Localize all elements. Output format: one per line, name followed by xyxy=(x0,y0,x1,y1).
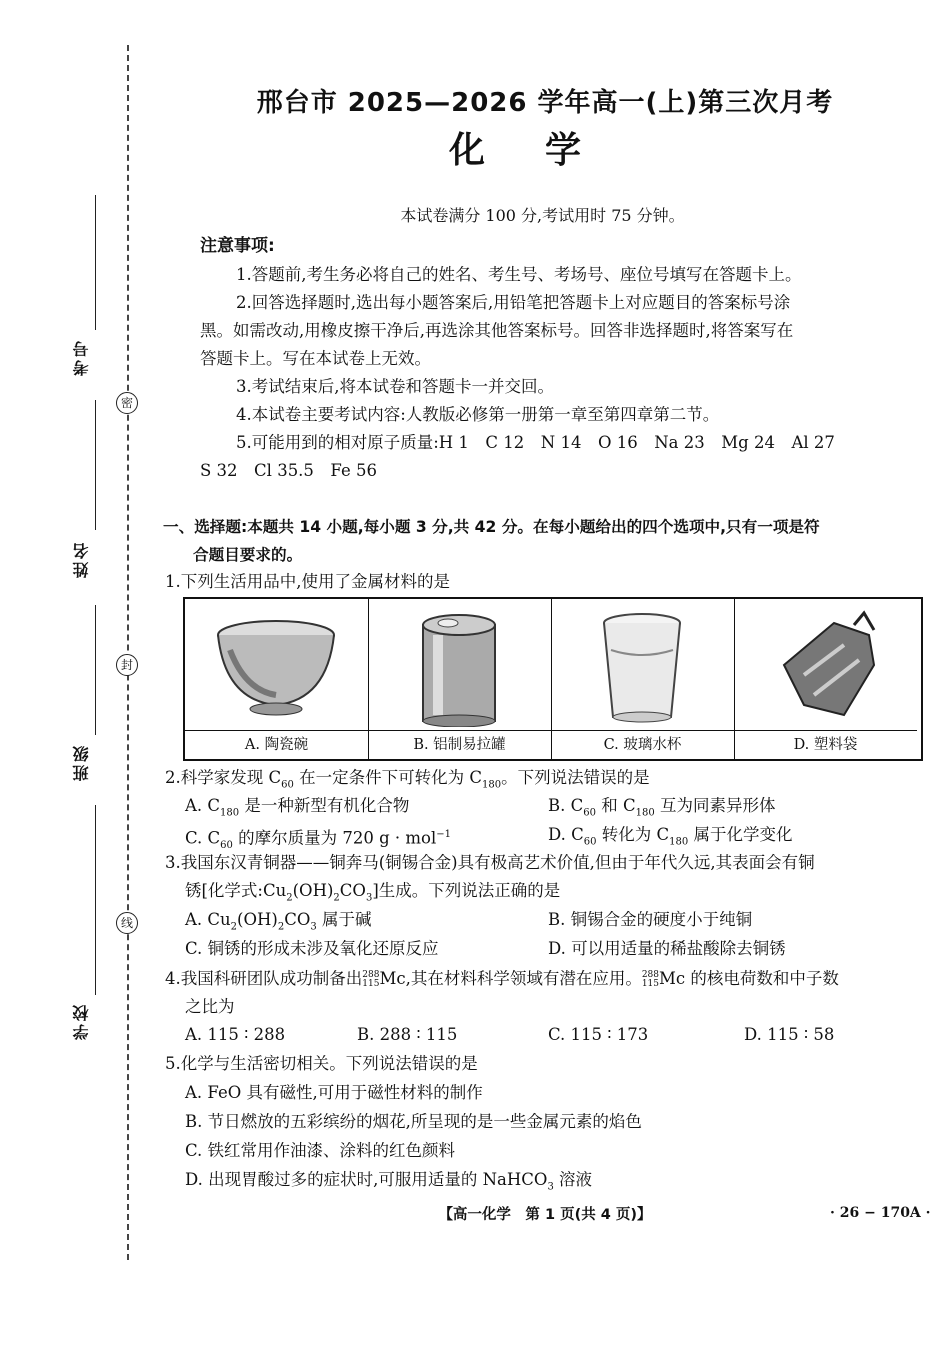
q1-option-c-cell[interactable] xyxy=(551,599,735,759)
q1-option-a: A. 陶瓷碗 xyxy=(185,730,368,759)
ceramic-bowl-image xyxy=(185,605,368,727)
q3-option-a[interactable]: A. $Cu_2(OH)_2CO_3$ 属于碱 xyxy=(185,910,372,933)
aluminum-can-image xyxy=(368,605,551,727)
q4-option-d[interactable]: D. 115 ∶ 58 xyxy=(744,1025,835,1044)
field-school-line[interactable] xyxy=(95,805,96,995)
q3-stem: 3.我国东汉青铜器——铜奔马(铜锡合金)具有极高艺术价值,但由于年代久远,其表面会有铜 xyxy=(165,853,815,872)
field-name-line[interactable] xyxy=(95,400,96,530)
q2-option-c[interactable]: C. $C_{60}$ 的摩尔质量为 720 g · mol$^{-1}$ xyxy=(185,828,452,851)
notice-item: 4.本试卷主要考试内容:人教版必修第一册第一章至第四章第二节。 xyxy=(236,405,720,424)
exam-code: · 26 − 170A · xyxy=(830,1205,931,1221)
q1-option-d-cell[interactable] xyxy=(734,599,917,759)
q1-option-b-cell[interactable] xyxy=(368,599,552,759)
notice-item: 3.考试结束后,将本试卷和答题卡一并交回。 xyxy=(236,377,554,396)
q1-stem: 1.下列生活用品中,使用了金属材料的是 xyxy=(165,572,450,591)
notice-item: 1.答题前,考生务必将自己的姓名、考生号、考场号、座位号填写在答题卡上。 xyxy=(236,265,802,284)
notice-heading: 注意事项: xyxy=(200,236,275,256)
glass-cup-image xyxy=(551,605,734,727)
q5-option-c[interactable]: C. 铁红常用作油漆、涂料的红色颜料 xyxy=(185,1141,456,1160)
q1-option-d: D. 塑料袋 xyxy=(734,730,917,759)
binding-dashed-line xyxy=(127,45,129,1260)
q4-stem: 4.我国科研团队成功制备出288 115Mc,其在材料科学领域有潜在应用。288 115Mc 的核电荷数和中子数 xyxy=(165,969,839,989)
notice-item: S 32 Cl 35.5 Fe 56 xyxy=(200,461,377,480)
label-class: 班级 xyxy=(72,743,91,781)
q2-stem: 2.科学家发现 $C_{60}$ 在一定条件下可转化为 $C_{180}$。下列说法错误的是 xyxy=(165,768,650,791)
q3-stem-cont: 锈[化学式$:Cu_2(OH)_2CO_3$]生成。下列说法正确的是 xyxy=(185,881,561,904)
notice-item: 5.可能用到的相对原子质量:H 1 C 12 N 14 O 16 Na 23 Mg 24 Al 27 xyxy=(236,433,835,452)
seal-feng: 封 xyxy=(116,654,138,676)
notice-item: 黑。如需改动,用橡皮擦干净后,再选涂其他答案标号。回答非选择题时,将答案写在 xyxy=(200,321,794,340)
seal-xian: 线 xyxy=(116,912,138,934)
q1-option-c: C. 玻璃水杯 xyxy=(551,730,734,759)
q1-image-table xyxy=(183,597,923,761)
q5-option-d[interactable]: D. 出现胃酸过多的症状时,可服用适量的 NaHCO$_3$ 溶液 xyxy=(185,1170,593,1193)
notice-item: 答题卡上。写在本试卷上无效。 xyxy=(200,349,431,368)
label-name: 姓名 xyxy=(72,540,91,578)
label-school: 学校 xyxy=(72,1002,91,1040)
q2-option-a[interactable]: A. $C_{180}$ 是一种新型有机化合物 xyxy=(185,796,410,819)
q4-stem-cont: 之比为 xyxy=(185,997,235,1016)
q5-stem: 5.化学与生活密切相关。下列说法错误的是 xyxy=(165,1054,478,1073)
exam-title: 邢台市 2025—2026 学年高一(上)第三次月考 xyxy=(256,88,834,118)
q4-option-c[interactable]: C. 115 ∶ 173 xyxy=(548,1025,649,1044)
q5-option-b[interactable]: B. 节日燃放的五彩缤纷的烟花,所呈现的是一些金属元素的焰色 xyxy=(185,1112,642,1131)
q5-option-a[interactable]: A. FeO 具有磁性,可用于磁性材料的制作 xyxy=(185,1083,483,1102)
section-heading-cont: 合题目要求的。 xyxy=(193,546,303,564)
q4-option-a[interactable]: A. 115 ∶ 288 xyxy=(185,1025,286,1044)
q2-option-d[interactable]: D. $C_{60}$ 转化为 $C_{180}$ 属于化学变化 xyxy=(548,825,793,848)
exam-info: 本试卷满分 100 分,考试用时 75 分钟。 xyxy=(400,206,685,225)
label-exam-number: 考号 xyxy=(72,338,91,376)
q1-option-a-cell[interactable] xyxy=(185,599,369,759)
q3-option-d[interactable]: D. 可以用适量的稀盐酸除去铜锈 xyxy=(548,939,786,958)
q4-option-b[interactable]: B. 288 ∶ 115 xyxy=(357,1025,458,1044)
subject-title: 化学 xyxy=(448,130,641,171)
q2-option-b[interactable]: B. $C_{60}$ 和 $C_{180}$ 互为同素异形体 xyxy=(548,796,776,819)
section-heading: 一、选择题:本题共 14 小题,每小题 3 分,共 42 分。在每小题给出的四个选项中,只有一项是符 xyxy=(163,518,820,536)
notice-item: 2.回答选择题时,选出每小题答案后,用铅笔把答题卡上对应题目的答案标号涂 xyxy=(236,293,791,312)
seal-mi: 密 xyxy=(116,392,138,414)
field-class-line[interactable] xyxy=(95,605,96,735)
q1-option-b: B. 铝制易拉罐 xyxy=(368,730,551,759)
q3-option-c[interactable]: C. 铜锈的形成未涉及氧化还原反应 xyxy=(185,939,439,958)
q3-option-b[interactable]: B. 铜锡合金的硬度小于纯铜 xyxy=(548,910,753,929)
plastic-bag-image xyxy=(734,605,917,727)
page-footer: 【高一化学 第 1 页(共 4 页)】 xyxy=(438,1207,652,1223)
